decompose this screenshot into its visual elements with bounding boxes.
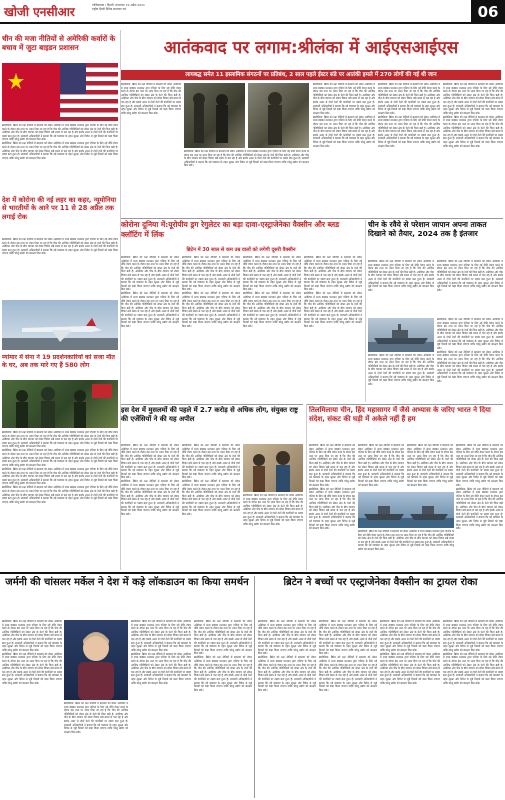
lead-body-text-2: ब्रासीलिया: ब्रिटेन को रक्षा नीतियों में बदलाव को लेकर अमेरिका में सभ्य बाइडन प्रशासन द्वारा एशिया के लिए नई नीति तैयार करने के दौरान इस तथ्य पर ध्यान दिया जा रहा है कि चीन की आर्थिक गतिविधियों को लेकर क्षेत्र के देशों की चिंता बढ़ी है। अमेरिका और चीन के बीच व्यापार को लेकर विवाद लंबे समय से चल रहा है और इसके असर से दोनों देशों की कंपनियों पर दबाव बना हुआ है। सरकारी अधिकारियों ने बताया कि नई व्यवस्था के तहत सुरक्षा और निवेश से जुड़े नियमों को कड़ा किया जाएगा ताकि घरेलू उद्योग को संरक्षण मिल सके। xyxy=(184,150,309,168)
china-body xyxy=(2,124,118,190)
dateline-tagline: राष्ट्रीय हिन्दी दैनिक समाचार पत्र xyxy=(92,7,126,11)
myanmar-body-text-4: ब्रासीलिया: ब्रिटेन को रक्षा नीतियों में बदलाव को लेकर अमेरिका में सभ्य बाइडन प्रशासन द्वारा एशिया के लिए नई नीति तैयार करने के दौरान इस तथ्य पर ध्यान दिया जा रहा है कि चीन की आर्थिक गतिविधियों को लेकर क्षेत्र के देशों की चिंता बढ़ी है। अमेरिका और चीन के बीच व्यापार को लेकर विवाद लंबे समय से चल रहा है और इसके असर से दोनों देशों की कंपनियों पर दबाव बना हुआ है। सरकारी अधिकारियों ने बताया कि नई व्यवस्था के तहत सुरक्षा और निवेश से जुड़े नियमों को कड़ा किया जाएगा ताकि घरेलू उद्योग को संरक्षण मिल सके। xyxy=(2,486,118,504)
myanmar-body xyxy=(2,431,118,569)
myanmar-photo xyxy=(2,380,118,428)
china-ship-body-col-1 xyxy=(368,260,434,316)
lead-body-text-3b: ब्रासीलिया: ब्रिटेन को रक्षा नीतियों में बदलाव को लेकर अमेरिका में सभ्य बाइडन प्रशासन द्वारा एशिया के लिए नई नीति तैयार करने के दौरान इस तथ्य पर ध्यान दिया जा रहा है कि चीन की आर्थिक गतिविधियों को लेकर क्षेत्र के देशों की चिंता बढ़ी है। अमेरिका और चीन के बीच व्यापार को लेकर विवाद लंबे समय से चल रहा है और इसके असर से दोनों देशों की कंपनियों पर दबाव बना हुआ है। सरकारी अधिकारियों ने बताया कि नई व्यवस्था के तहत सुरक्षा और निवेश से जुड़े नियमों को कड़ा किया जाएगा ताकि घरेलू उद्योग को संरक्षण मिल सके। xyxy=(313,115,375,148)
myanmar-body-text-2: ब्रासीलिया: ब्रिटेन को रक्षा नीतियों में बदलाव को लेकर अमेरिका में सभ्य बाइडन प्रशासन द्वारा एशिया के लिए नई नीति तैयार करने के दौरान इस तथ्य पर ध्यान दिया जा रहा है कि चीन की आर्थिक गतिविधियों को लेकर क्षेत्र के देशों की चिंता बढ़ी है। अमेरिका और चीन के बीच व्यापार को लेकर विवाद लंबे समय से चल रहा है और इसके असर से दोनों देशों की कंपनियों पर दबाव बना हुआ है। सरकारी अधिकारियों ने बताया कि नई व्यवस्था के तहत सुरक्षा और निवेश से जुड़े नियमों को कड़ा किया जाएगा ताकि घरेलू उद्योग को संरक्षण मिल सके। xyxy=(2,449,118,467)
airplane-photo xyxy=(2,300,118,350)
lead-body-text-4: ब्रासीलिया: ब्रिटेन को रक्षा नीतियों में बदलाव को लेकर अमेरिका में सभ्य बाइडन प्रशासन द्वारा एशिया के लिए नई नीति तैयार करने के दौरान इस तथ्य पर ध्यान दिया जा रहा है कि चीन की आर्थिक गतिविधियों को लेकर क्षेत्र के देशों की चिंता बढ़ी है। अमेरिका और चीन के बीच व्यापार को लेकर विवाद लंबे समय से चल रहा है और इसके असर से दोनों देशों की कंपनियों पर दबाव बना हुआ है। सरकारी अधिकारियों ने बताया कि नई व्यवस्था के तहत सुरक्षा और निवेश से जुड़े नियमों को कड़ा किया जाएगा ताकि घरेलू उद्योग को संरक्षण मिल सके। xyxy=(378,83,440,115)
britain-body-text-3: ब्रासीलिया: ब्रिटेन को रक्षा नीतियों में बदलाव को लेकर अमेरिका में सभ्य बाइडन प्रशासन द्वारा एशिया के लिए नई नीति तैयार करने के दौरान इस तथ्य पर ध्यान दिया जा रहा है कि चीन की आर्थिक गतिविधियों को लेकर क्षेत्र के देशों की चिंता बढ़ी है। अमेरिका और चीन के बीच व्यापार को लेकर विवाद लंबे समय से चल रहा है और इसके असर से दोनों देशों की कंपनियों पर दबाव बना हुआ है। सरकारी अधिकारियों ने बताया कि नई व्यवस्था के तहत सुरक्षा और निवेश से जुड़े नियमों को कड़ा किया जाएगा ताकि घरेलू उद्योग को संरक्षण मिल सके। xyxy=(380,620,440,652)
merkel-body-text-3: ब्रासीलिया: ब्रिटेन को रक्षा नीतियों में बदलाव को लेकर अमेरिका में सभ्य बाइडन प्रशासन द्वारा एशिया के लिए नई नीति तैयार करने के दौरान इस तथ्य पर ध्यान दिया जा रहा है कि चीन की आर्थिक गतिविधियों को लेकर क्षेत्र के देशों की चिंता बढ़ी है। अमेरिका और चीन के बीच व्यापार को लेकर विवाद लंबे समय से चल रहा है और इसके असर से दोनों देशों की कंपनियों पर दबाव बना हुआ है। सरकारी अधिकारियों ने बताया कि नई व्यवस्था के तहत सुरक्षा और निवेश से जुड़े नियमों को कड़ा किया जाएगा ताकि घरेलू उद्योग को संरक्षण मिल सके। xyxy=(131,620,191,652)
merkel-body-text-4b: ब्रासीलिया: ब्रिटेन को रक्षा नीतियों में बदलाव को लेकर अमेरिका में सभ्य बाइडन प्रशासन द्वारा एशिया के लिए नई नीति तैयार करने के दौरान इस तथ्य पर ध्यान दिया जा रहा है कि चीन की आर्थिक गतिविधियों को लेकर क्षेत्र के देशों की चिंता बढ़ी है। अमेरिका और चीन के बीच व्यापार को लेकर विवाद लंबे समय से चल रहा है और इसके असर से दोनों देशों की कंपनियों पर दबाव बना हुआ है। सरकारी अधिकारियों ने बताया कि नई व्यवस्था के तहत सुरक्षा और निवेश से जुड़े नियमों को कड़ा किया जाएगा ताकि घरेलू उद्योग को संरक्षण मिल सके। xyxy=(194,656,252,692)
israel-body-text-1b: ब्रासीलिया: ब्रिटेन को रक्षा नीतियों में बदलाव को लेकर अमेरिका में सभ्य बाइडन प्रशासन द्वारा एशिया के लिए नई नीति तैयार करने के दौरान इस तथ्य पर ध्यान दिया जा रहा है कि चीन की आर्थिक गतिविधियों को लेकर क्षेत्र के देशों की चिंता बढ़ी है। अमेरिका और चीन के बीच व्यापार को लेकर विवाद लंबे समय से चल रहा है और इसके असर से दोनों देशों की कंपनियों पर दबाव बना हुआ है। सरकारी अधिकारियों ने बताया कि नई व्यवस्था के तहत सुरक्षा और निवेश से जुड़े नियमों को कड़ा किया जाएगा ताकि घरेलू उद्योग को संरक्षण मिल सके। xyxy=(121,480,179,516)
corona-body-text-2: ब्रासीलिया: ब्रिटेन को रक्षा नीतियों में बदलाव को लेकर अमेरिका में सभ्य बाइडन प्रशासन द्वारा एशिया के लिए नई नीति तैयार करने के दौरान इस तथ्य पर ध्यान दिया जा रहा है कि चीन की आर्थिक गतिविधियों को लेकर क्षेत्र के देशों की चिंता बढ़ी है। अमेरिका और चीन के बीच व्यापार को लेकर विवाद लंबे समय से चल रहा है और इसके असर से दोनों देशों की कंपनियों पर दबाव बना हुआ है। सरकारी अधिकारियों ने बताया कि नई व्यवस्था के तहत सुरक्षा और निवेश से जुड़े नियमों को कड़ा किया जाएगा ताकि घरेलू उद्योग को संरक्षण मिल सके। xyxy=(182,256,240,292)
corona-body-col-2 xyxy=(182,256,240,402)
merkel-body-col-3 xyxy=(131,620,191,798)
lead-body-col-3 xyxy=(313,83,375,215)
china-ship-body-col-2 xyxy=(437,260,503,316)
china-ship-body-text-1: ब्रासीलिया: ब्रिटेन को रक्षा नीतियों में बदलाव को लेकर अमेरिका में सभ्य बाइडन प्रशासन द्वारा एशिया के लिए नई नीति तैयार करने के दौरान इस तथ्य पर ध्यान दिया जा रहा है कि चीन की आर्थिक गतिविधियों को लेकर क्षेत्र के देशों की चिंता बढ़ी है। अमेरिका और चीन के बीच व्यापार को लेकर विवाद लंबे समय से चल रहा है और इसके असर से दोनों देशों की कंपनियों पर दबाव बना हुआ है। सरकारी अधिकारियों ने बताया कि नई व्यवस्था के तहत सुरक्षा और निवेश से जुड़े नियमों को कड़ा किया जाएगा ताकि घरेलू उद्योग को संरक्षण मिल सके। xyxy=(368,260,434,292)
naval-exercise-photo xyxy=(358,492,454,528)
section-rule-3 xyxy=(307,404,503,405)
corona-body-text-1b: ब्रासीलिया: ब्रिटेन को रक्षा नीतियों में बदलाव को लेकर अमेरिका में सभ्य बाइडन प्रशासन द्वारा एशिया के लिए नई नीति तैयार करने के दौरान इस तथ्य पर ध्यान दिया जा रहा है कि चीन की आर्थिक गतिविधियों को लेकर क्षेत्र के देशों की चिंता बढ़ी है। अमेरिका और चीन के बीच व्यापार को लेकर विवाद लंबे समय से चल रहा है और इसके असर से दोनों देशों की कंपनियों पर दबाव बना हुआ है। सरकारी अधिकारियों ने बताया कि नई व्यवस्था के तहत सुरक्षा और निवेश से जुड़े नियमों को कड़ा किया जाएगा ताकि घरेलू उद्योग को संरक्षण मिल सके। xyxy=(121,292,179,328)
lead-body-col-1 xyxy=(121,83,181,215)
section-rule-2 xyxy=(121,404,303,405)
ocean-body-text-1b: ब्रासीलिया: ब्रिटेन को रक्षा नीतियों में बदलाव को लेकर अमेरिका में सभ्य बाइडन प्रशासन द्वारा एशिया के लिए नई नीति तैयार करने के दौरान इस तथ्य पर ध्यान दिया जा रहा है कि चीन की आर्थिक गतिविधियों को लेकर क्षेत्र के देशों की चिंता बढ़ी है। अमेरिका और चीन के बीच व्यापार को लेकर विवाद लंबे समय से चल रहा है और इसके असर से दोनों देशों की कंपनियों पर दबाव बना हुआ है। सरकारी अधिकारियों ने बताया कि नई व्यवस्था के तहत सुरक्षा और निवेश से जुड़े नियमों को कड़ा किया जाएगा ताकि घरेलू उद्योग को संरक्षण मिल सके। xyxy=(309,487,355,531)
britain-body-col-1 xyxy=(258,620,316,798)
ocean-body-col-3 xyxy=(407,444,453,490)
merkel-body-text-2: ब्रासीलिया: ब्रिटेन को रक्षा नीतियों में बदलाव को लेकर अमेरिका में सभ्य बाइडन प्रशासन द्वारा एशिया के लिए नई नीति तैयार करने के दौरान इस तथ्य पर ध्यान दिया जा रहा है कि चीन की आर्थिक गतिविधियों को लेकर क्षेत्र के देशों की चिंता बढ़ी है। अमेरिका और चीन के बीच व्यापार को लेकर विवाद लंबे समय से चल रहा है और इसके असर से दोनों देशों की कंपनियों पर दबाव बना हुआ है। सरकारी अधिकारियों ने बताया कि नई व्यवस्था के तहत सुरक्षा और निवेश से जुड़े नियमों को कड़ा किया जाएगा ताकि घरेलू उद्योग को संरक्षण मिल सके। xyxy=(64,702,128,734)
myanmar-body-text-3: ब्रासीलिया: ब्रिटेन को रक्षा नीतियों में बदलाव को लेकर अमेरिका में सभ्य बाइडन प्रशासन द्वारा एशिया के लिए नई नीति तैयार करने के दौरान इस तथ्य पर ध्यान दिया जा रहा है कि चीन की आर्थिक गतिविधियों को लेकर क्षेत्र के देशों की चिंता बढ़ी है। अमेरिका और चीन के बीच व्यापार को लेकर विवाद लंबे समय से चल रहा है और इसके असर से दोनों देशों की कंपनियों पर दबाव बना हुआ है। सरकारी अधिकारियों ने बताया कि नई व्यवस्था के तहत सुरक्षा और निवेश से जुड़े नियमों को कड़ा किया जाएगा ताकि घरेलू उद्योग को संरक्षण मिल सके। xyxy=(2,467,118,486)
china-ship-headline: चीन के रवैये से परेशान जापान अपना ताकत दिखाने को तैयार, 2024 तक है इंतजार xyxy=(368,220,487,239)
naval-ships-graphic xyxy=(358,492,454,528)
indian-ocean-headline: तिलमिलाया चीन, हिंद महासागर में जैसे अभ्यास के जरिए भारत ने दिया संदेश, संकट की घड़ी में अकेले नहीं हैं हम xyxy=(309,406,491,423)
israel-body-text-3: ब्रासीलिया: ब्रिटेन को रक्षा नीतियों में बदलाव को लेकर अमेरिका में सभ्य बाइडन प्रशासन द्वारा एशिया के लिए नई नीति तैयार करने के दौरान इस तथ्य पर ध्यान दिया जा रहा है कि चीन की आर्थिक गतिविधियों को लेकर क्षेत्र के देशों की चिंता बढ़ी है। अमेरिका और चीन के बीच व्यापार को लेकर विवाद लंबे समय से चल रहा है और इसके असर से दोनों देशों की कंपनियों पर दबाव बना हुआ है। सरकारी अधिकारियों ने बताया कि नई व्यवस्था के तहत सुरक्षा और निवेश से जुड़े नियमों को कड़ा किया जाएगा ताकि घरेलू उद्योग को संरक्षण मिल सके। xyxy=(243,494,303,526)
israel-body-col-3 xyxy=(243,494,303,568)
britain-body-col-2 xyxy=(319,620,377,798)
israel-body-text-1: ब्रासीलिया: ब्रिटेन को रक्षा नीतियों में बदलाव को लेकर अमेरिका में सभ्य बाइडन प्रशासन द्वारा एशिया के लिए नई नीति तैयार करने के दौरान इस तथ्य पर ध्यान दिया जा रहा है कि चीन की आर्थिक गतिविधियों को लेकर क्षेत्र के देशों की चिंता बढ़ी है। अमेरिका और चीन के बीच व्यापार को लेकर विवाद लंबे समय से चल रहा है और इसके असर से दोनों देशों की कंपनियों पर दबाव बना हुआ है। सरकारी अधिकारियों ने बताया कि नई व्यवस्था के तहत सुरक्षा और निवेश से जुड़े नियमों को कड़ा किया जाएगा ताकि घरेलू उद्योग को संरक्षण मिल सके। xyxy=(121,444,179,480)
soldiers-photo xyxy=(184,83,245,148)
britain-body-text-2: ब्रासीलिया: ब्रिटेन को रक्षा नीतियों में बदलाव को लेकर अमेरिका में सभ्य बाइडन प्रशासन द्वारा एशिया के लिए नई नीति तैयार करने के दौरान इस तथ्य पर ध्यान दिया जा रहा है कि चीन की आर्थिक गतिविधियों को लेकर क्षेत्र के देशों की चिंता बढ़ी है। अमेरिका और चीन के बीच व्यापार को लेकर विवाद लंबे समय से चल रहा है और इसके असर से दोनों देशों की कंपनियों पर दबाव बना हुआ है। सरकारी अधिकारियों ने बताया कि नई व्यवस्था के तहत सुरक्षा और निवेश से जुड़े नियमों को कड़ा किया जाएगा ताकि घरेलू उद्योग को संरक्षण मिल सके। xyxy=(319,620,377,656)
corona-body-text-1: ब्रासीलिया: ब्रिटेन को रक्षा नीतियों में बदलाव को लेकर अमेरिका में सभ्य बाइडन प्रशासन द्वारा एशिया के लिए नई नीति तैयार करने के दौरान इस तथ्य पर ध्यान दिया जा रहा है कि चीन की आर्थिक गतिविधियों को लेकर क्षेत्र के देशों की चिंता बढ़ी है। अमेरिका और चीन के बीच व्यापार को लेकर विवाद लंबे समय से चल रहा है और इसके असर से दोनों देशों की कंपनियों पर दबाव बना हुआ है। सरकारी अधिकारियों ने बताया कि नई व्यवस्था के तहत सुरक्षा और निवेश से जुड़े नियमों को कड़ा किया जाएगा ताकि घरेलू उद्योग को संरक्षण मिल सके। xyxy=(121,256,179,292)
ocean-body-text-4b: ब्रासीलिया: ब्रिटेन को रक्षा नीतियों में बदलाव को लेकर अमेरिका में सभ्य बाइडन प्रशासन द्वारा एशिया के लिए नई नीति तैयार करने के दौरान इस तथ्य पर ध्यान दिया जा रहा है कि चीन की आर्थिक गतिविधियों को लेकर क्षेत्र के देशों की चिंता बढ़ी है। अमेरिका और चीन के बीच व्यापार को लेकर विवाद लंबे समय से चल रहा है और इसके असर से दोनों देशों की कंपनियों पर दबाव बना हुआ है। सरकारी अधिकारियों ने बताया कि नई व्यवस्था के तहत सुरक्षा और निवेश से जुड़े नियमों को कड़ा किया जाएगा ताकि घरेलू उद्योग को संरक्षण मिल सके। xyxy=(456,487,503,531)
warship-graphic xyxy=(368,318,434,352)
china-headline: चीन की मजा नीतियों से अमेरिकी कर्वारों के बचाव में जुटा बाइडन प्रशासन xyxy=(2,34,116,52)
britain-headline: ब्रिटेन ने बच्चों पर एस्ट्राजेनेका वैक्सीन का ट्रायल रोका xyxy=(283,577,478,588)
china-ship-body-text-3b: ब्रासीलिया: ब्रिटेन को रक्षा नीतियों में बदलाव को लेकर अमेरिका में सभ्य बाइडन प्रशासन द्वारा एशिया के लिए नई नीति तैयार करने के दौरान इस तथ्य पर ध्यान दिया जा रहा है कि चीन की आर्थिक गतिविधियों को लेकर क्षेत्र के देशों की चिंता बढ़ी है। अमेरिका और चीन के बीच व्यापार को लेकर विवाद लंबे समय से चल रहा है और इसके असर से दोनों देशों की कंपनियों पर दबाव बना हुआ है। सरकारी अधिकारियों ने बताया कि नई व्यवस्था के तहत सुरक्षा और निवेश से जुड़े नियमों को कड़ा किया जाएगा ताकि घरेलू उद्योग को संरक्षण मिल सके। xyxy=(437,350,503,383)
britain-body-col-3 xyxy=(380,620,440,798)
china-ship-body-text-4: ब्रासीलिया: ब्रिटेन को रक्षा नीतियों में बदलाव को लेकर अमेरिका में सभ्य बाइडन प्रशासन द्वारा एशिया के लिए नई नीति तैयार करने के दौरान इस तथ्य पर ध्यान दिया जा रहा है कि चीन की आर्थिक गतिविधियों को लेकर क्षेत्र के देशों की चिंता बढ़ी है। अमेरिका और चीन के बीच व्यापार को लेकर विवाद लंबे समय से चल रहा है और इसके असर से दोनों देशों की कंपनियों पर दबाव बना हुआ है। सरकारी अधिकारियों ने बताया कि नई व्यवस्था के तहत सुरक्षा और निवेश से जुड़े नियमों को कड़ा किया जाएगा ताकि घरेलू उद्योग को संरक्षण मिल सके। xyxy=(368,354,434,386)
airplane-graphic xyxy=(2,300,118,350)
china-ship-body-text-2: ब्रासीलिया: ब्रिटेन को रक्षा नीतियों में बदलाव को लेकर अमेरिका में सभ्य बाइडन प्रशासन द्वारा एशिया के लिए नई नीति तैयार करने के दौरान इस तथ्य पर ध्यान दिया जा रहा है कि चीन की आर्थिक गतिविधियों को लेकर क्षेत्र के देशों की चिंता बढ़ी है। अमेरिका और चीन के बीच व्यापार को लेकर विवाद लंबे समय से चल रहा है और इसके असर से दोनों देशों की कंपनियों पर दबाव बना हुआ है। सरकारी अधिकारियों ने बताया कि नई व्यवस्था के तहत सुरक्षा और निवेश से जुड़े नियमों को कड़ा किया जाएगा ताकि घरेलू उद्योग को संरक्षण मिल सके। xyxy=(437,260,503,292)
britain-body-text-1b: ब्रासीलिया: ब्रिटेन को रक्षा नीतियों में बदलाव को लेकर अमेरिका में सभ्य बाइडन प्रशासन द्वारा एशिया के लिए नई नीति तैयार करने के दौरान इस तथ्य पर ध्यान दिया जा रहा है कि चीन की आर्थिक गतिविधियों को लेकर क्षेत्र के देशों की चिंता बढ़ी है। अमेरिका और चीन के बीच व्यापार को लेकर विवाद लंबे समय से चल रहा है और इसके असर से दोनों देशों की कंपनियों पर दबाव बना हुआ है। सरकारी अधिकारियों ने बताया कि नई व्यवस्था के तहत सुरक्षा और निवेश से जुड़े नियमों को कड़ा किया जाएगा ताकि घरेलू उद्योग को संरक्षण मिल सके। xyxy=(258,656,316,692)
merkel-body-col-4 xyxy=(194,620,252,798)
ocean-body-col-5 xyxy=(358,530,454,568)
britain-body-text-1: ब्रासीलिया: ब्रिटेन को रक्षा नीतियों में बदलाव को लेकर अमेरिका में सभ्य बाइडन प्रशासन द्वारा एशिया के लिए नई नीति तैयार करने के दौरान इस तथ्य पर ध्यान दिया जा रहा है कि चीन की आर्थिक गतिविधियों को लेकर क्षेत्र के देशों की चिंता बढ़ी है। अमेरिका और चीन के बीच व्यापार को लेकर विवाद लंबे समय से चल रहा है और इसके असर से दोनों देशों की कंपनियों पर दबाव बना हुआ है। सरकारी अधिकारियों ने बताया कि नई व्यवस्था के तहत सुरक्षा और निवेश से जुड़े नियमों को कड़ा किया जाएगा ताकि घरेलू उद्योग को संरक्षण मिल सके। xyxy=(258,620,316,656)
security-silhouette xyxy=(248,83,309,148)
britain-body-text-3b: ब्रासीलिया: ब्रिटेन को रक्षा नीतियों में बदलाव को लेकर अमेरिका में सभ्य बाइडन प्रशासन द्वारा एशिया के लिए नई नीति तैयार करने के दौरान इस तथ्य पर ध्यान दिया जा रहा है कि चीन की आर्थिक गतिविधियों को लेकर क्षेत्र के देशों की चिंता बढ़ी है। अमेरिका और चीन के बीच व्यापार को लेकर विवाद लंबे समय से चल रहा है और इसके असर से दोनों देशों की कंपनियों पर दबाव बना हुआ है। सरकारी अधिकारियों ने बताया कि नई व्यवस्था के तहत सुरक्षा और निवेश से जुड़े नियमों को कड़ा किया जाएगा ताकि घरेलू उद्योग को संरक्षण मिल सके। xyxy=(380,652,440,685)
ocean-body-col-1 xyxy=(309,444,355,568)
israel-people-graphic xyxy=(243,444,303,492)
britain-body-text-4: ब्रासीलिया: ब्रिटेन को रक्षा नीतियों में बदलाव को लेकर अमेरिका में सभ्य बाइडन प्रशासन द्वारा एशिया के लिए नई नीति तैयार करने के दौरान इस तथ्य पर ध्यान दिया जा रहा है कि चीन की आर्थिक गतिविधियों को लेकर क्षेत्र के देशों की चिंता बढ़ी है। अमेरिका और चीन के बीच व्यापार को लेकर विवाद लंबे समय से चल रहा है और इसके असर से दोनों देशों की कंपनियों पर दबाव बना हुआ है। सरकारी अधिकारियों ने बताया कि नई व्यवस्था के तहत सुरक्षा और निवेश से जुड़े नियमों को कड़ा किया जाएगा ताकि घरेलू उद्योग को संरक्षण मिल सके। xyxy=(443,620,503,652)
bottom-column-rule xyxy=(254,576,255,798)
security-photo xyxy=(248,83,309,148)
covid-left-body-text: ब्रासीलिया: ब्रिटेन को रक्षा नीतियों में बदलाव को लेकर अमेरिका में सभ्य बाइडन प्रशासन द्वारा एशिया के लिए नई नीति तैयार करने के दौरान इस तथ्य पर ध्यान दिया जा रहा है कि चीन की आर्थिक गतिविधियों को लेकर क्षेत्र के देशों की चिंता बढ़ी है। अमेरिका और चीन के बीच व्यापार को लेकर विवाद लंबे समय से चल रहा है और इसके असर से दोनों देशों की कंपनियों पर दबाव बना हुआ है। सरकारी अधिकारियों ने बताया कि नई व्यवस्था के तहत सुरक्षा और निवेश से जुड़े नियमों को कड़ा किया जाएगा ताकि घरेलू उद्योग को संरक्षण मिल सके। xyxy=(2,238,118,256)
newspaper-logo: खोजी एनसीआर xyxy=(4,5,75,19)
lead-deck: लायबद्ध समेत 11 इस्लामिक संगठनों पर प्रतिबंध, 2 साल पहले ईस्टर संडे पर आतंकी हमले में 270 लोगों की गई थी जान xyxy=(121,70,501,80)
merkel-portrait-graphic xyxy=(64,620,128,700)
israel-body-col-1 xyxy=(121,444,179,568)
lead-body-col-5 xyxy=(443,83,503,215)
china-ship-body-col-3 xyxy=(437,318,503,402)
lead-body-text-4b: ब्रासीलिया: ब्रिटेन को रक्षा नीतियों में बदलाव को लेकर अमेरिका में सभ्य बाइडन प्रशासन द्वारा एशिया के लिए नई नीति तैयार करने के दौरान इस तथ्य पर ध्यान दिया जा रहा है कि चीन की आर्थिक गतिविधियों को लेकर क्षेत्र के देशों की चिंता बढ़ी है। अमेरिका और चीन के बीच व्यापार को लेकर विवाद लंबे समय से चल रहा है और इसके असर से दोनों देशों की कंपनियों पर दबाव बना हुआ है। सरकारी अधिकारियों ने बताया कि नई व्यवस्था के तहत सुरक्षा और निवेश से जुड़े नियमों को कड़ा किया जाएगा ताकि घरेलू उद्योग को संरक्षण मिल सके। xyxy=(378,115,440,148)
ocean-body-col-2 xyxy=(358,444,404,490)
column-rule-2 xyxy=(365,220,366,402)
corona-body-text-3: ब्रासीलिया: ब्रिटेन को रक्षा नीतियों में बदलाव को लेकर अमेरिका में सभ्य बाइडन प्रशासन द्वारा एशिया के लिए नई नीति तैयार करने के दौरान इस तथ्य पर ध्यान दिया जा रहा है कि चीन की आर्थिक गतिविधियों को लेकर क्षेत्र के देशों की चिंता बढ़ी है। अमेरिका और चीन के बीच व्यापार को लेकर विवाद लंबे समय से चल रहा है और इसके असर से दोनों देशों की कंपनियों पर दबाव बना हुआ है। सरकारी अधिकारियों ने बताया कि नई व्यवस्था के तहत सुरक्षा और निवेश से जुड़े नियमों को कड़ा किया जाएगा ताकि घरेलू उद्योग को संरक्षण मिल सके। xyxy=(243,256,301,292)
us-china-flags-image xyxy=(2,63,118,121)
ocean-body-text-5: ब्रासीलिया: ब्रिटेन को रक्षा नीतियों में बदलाव को लेकर अमेरिका में सभ्य बाइडन प्रशासन द्वारा एशिया के लिए नई नीति तैयार करने के दौरान इस तथ्य पर ध्यान दिया जा रहा है कि चीन की आर्थिक गतिविधियों को लेकर क्षेत्र के देशों की चिंता बढ़ी है। अमेरिका और चीन के बीच व्यापार को लेकर विवाद लंबे समय से चल रहा है और इसके असर से दोनों देशों की कंपनियों पर दबाव बना हुआ है। सरकारी अधिकारियों ने बताया कि नई व्यवस्था के तहत सुरक्षा और निवेश से जुड़े नियमों को कड़ा किया जाएगा ताकि घरेलू उद्योग को संरक्षण मिल सके। xyxy=(358,530,454,551)
israel-body-text-2b: ब्रासीलिया: ब्रिटेन को रक्षा नीतियों में बदलाव को लेकर अमेरिका में सभ्य बाइडन प्रशासन द्वारा एशिया के लिए नई नीति तैयार करने के दौरान इस तथ्य पर ध्यान दिया जा रहा है कि चीन की आर्थिक गतिविधियों को लेकर क्षेत्र के देशों की चिंता बढ़ी है। अमेरिका और चीन के बीच व्यापार को लेकर विवाद लंबे समय से चल रहा है और इसके असर से दोनों देशों की कंपनियों पर दबाव बना हुआ है। सरकारी अधिकारियों ने बताया कि नई व्यवस्था के तहत सुरक्षा और निवेश से जुड़े नियमों को कड़ा किया जाएगा ताकि घरेलू उद्योग को संरक्षण मिल सके। xyxy=(182,480,240,516)
section-rule xyxy=(121,218,503,219)
myanmar-body-text-1: ब्रासीलिया: ब्रिटेन को रक्षा नीतियों में बदलाव को लेकर अमेरिका में सभ्य बाइडन प्रशासन द्वारा एशिया के लिए नई नीति तैयार करने के दौरान इस तथ्य पर ध्यान दिया जा रहा है कि चीन की आर्थिक गतिविधियों को लेकर क्षेत्र के देशों की चिंता बढ़ी है। अमेरिका और चीन के बीच व्यापार को लेकर विवाद लंबे समय से चल रहा है और इसके असर से दोनों देशों की कंपनियों पर दबाव बना हुआ है। सरकारी अधिकारियों ने बताया कि नई व्यवस्था के तहत सुरक्षा और निवेश से जुड़े नियमों को कड़ा किया जाएगा ताकि घरेलू उद्योग को संरक्षण मिल सके। xyxy=(2,431,118,449)
bottom-section-rule xyxy=(0,572,505,574)
britain-body-text-4b: ब्रासीलिया: ब्रिटेन को रक्षा नीतियों में बदलाव को लेकर अमेरिका में सभ्य बाइडन प्रशासन द्वारा एशिया के लिए नई नीति तैयार करने के दौरान इस तथ्य पर ध्यान दिया जा रहा है कि चीन की आर्थिक गतिविधियों को लेकर क्षेत्र के देशों की चिंता बढ़ी है। अमेरिका और चीन के बीच व्यापार को लेकर विवाद लंबे समय से चल रहा है और इसके असर से दोनों देशों की कंपनियों पर दबाव बना हुआ है। सरकारी अधिकारियों ने बताया कि नई व्यवस्था के तहत सुरक्षा और निवेश से जुड़े नियमों को कड़ा किया जाएगा ताकि घरेलू उद्योग को संरक्षण मिल सके। xyxy=(443,652,503,685)
lead-body-text-5b: ब्रासीलिया: ब्रिटेन को रक्षा नीतियों में बदलाव को लेकर अमेरिका में सभ्य बाइडन प्रशासन द्वारा एशिया के लिए नई नीति तैयार करने के दौरान इस तथ्य पर ध्यान दिया जा रहा है कि चीन की आर्थिक गतिविधियों को लेकर क्षेत्र के देशों की चिंता बढ़ी है। अमेरिका और चीन के बीच व्यापार को लेकर विवाद लंबे समय से चल रहा है और इसके असर से दोनों देशों की कंपनियों पर दबाव बना हुआ है। सरकारी अधिकारियों ने बताया कि नई व्यवस्था के तहत सुरक्षा और निवेश से जुड़े नियमों को कड़ा किया जाएगा ताकि घरेलू उद्योग को संरक्षण मिल सके। xyxy=(443,115,503,148)
lead-headline: आतंकवाद पर लगाम:श्रीलंका में आईएसआईएस xyxy=(163,38,459,58)
lead-body-col-2 xyxy=(184,150,309,216)
israel-body-col-2 xyxy=(182,444,240,568)
lead-body-text: ब्रासीलिया: ब्रिटेन को रक्षा नीतियों में बदलाव को लेकर अमेरिका में सभ्य बाइडन प्रशासन द्वारा एशिया के लिए नई नीति तैयार करने के दौरान इस तथ्य पर ध्यान दिया जा रहा है कि चीन की आर्थिक गतिविधियों को लेकर क्षेत्र के देशों की चिंता बढ़ी है। अमेरिका और चीन के बीच व्यापार को लेकर विवाद लंबे समय से चल रहा है और इसके असर से दोनों देशों की कंपनियों पर दबाव बना हुआ है। सरकारी अधिकारियों ने बताया कि नई व्यवस्था के तहत सुरक्षा और निवेश से जुड़े नियमों को कड़ा किया जाएगा ताकि घरेलू उद्योग को संरक्षण मिल सके। xyxy=(121,83,181,115)
myanmar-crowd-graphic xyxy=(2,380,118,428)
merkel-body-text-1: ब्रासीलिया: ब्रिटेन को रक्षा नीतियों में बदलाव को लेकर अमेरिका में सभ्य बाइडन प्रशासन द्वारा एशिया के लिए नई नीति तैयार करने के दौरान इस तथ्य पर ध्यान दिया जा रहा है कि चीन की आर्थिक गतिविधियों को लेकर क्षेत्र के देशों की चिंता बढ़ी है। अमेरिका और चीन के बीच व्यापार को लेकर विवाद लंबे समय से चल रहा है और इसके असर से दोनों देशों की कंपनियों पर दबाव बना हुआ है। सरकारी अधिकारियों ने बताया कि नई व्यवस्था के तहत सुरक्षा और निवेश से जुड़े नियमों को कड़ा किया जाएगा ताकि घरेलू उद्योग को संरक्षण मिल सके। xyxy=(2,620,62,652)
page-number: 06 xyxy=(471,0,505,24)
corona-med-deck: ब्रिटेन में 30 साल से कम उम्र वालों को लगेगी दूसरी वैक्सीन xyxy=(186,247,296,253)
china-ship-body-col-4 xyxy=(368,354,434,402)
ocean-body-text-3: ब्रासीलिया: ब्रिटेन को रक्षा नीतियों में बदलाव को लेकर अमेरिका में सभ्य बाइडन प्रशासन द्वारा एशिया के लिए नई नीति तैयार करने के दौरान इस तथ्य पर ध्यान दिया जा रहा है कि चीन की आर्थिक गतिविधियों को लेकर क्षेत्र के देशों की चिंता बढ़ी है। अमेरिका और चीन के बीच व्यापार को लेकर विवाद लंबे समय से चल रहा है और इसके असर से दोनों देशों की कंपनियों पर दबाव बना हुआ है। सरकारी अधिकारियों ने बताया कि नई व्यवस्था के तहत सुरक्षा और निवेश से जुड़े नियमों को कड़ा किया जाएगा ताकि घरेलू उद्योग को संरक्षण मिल सके। xyxy=(407,444,453,487)
covid-left-body xyxy=(2,238,118,298)
ocean-body-text-4: ब्रासीलिया: ब्रिटेन को रक्षा नीतियों में बदलाव को लेकर अमेरिका में सभ्य बाइडन प्रशासन द्वारा एशिया के लिए नई नीति तैयार करने के दौरान इस तथ्य पर ध्यान दिया जा रहा है कि चीन की आर्थिक गतिविधियों को लेकर क्षेत्र के देशों की चिंता बढ़ी है। अमेरिका और चीन के बीच व्यापार को लेकर विवाद लंबे समय से चल रहा है और इसके असर से दोनों देशों की कंपनियों पर दबाव बना हुआ है। सरकारी अधिकारियों ने बताया कि नई व्यवस्था के तहत सुरक्षा और निवेश से जुड़े नियमों को कड़ा किया जाएगा ताकि घरेलू उद्योग को संरक्षण मिल सके। xyxy=(456,444,503,487)
merkel-photo xyxy=(64,620,128,700)
merkel-body-col-1 xyxy=(2,620,62,798)
britain-body-col-4 xyxy=(443,620,503,798)
britain-body-text-2b: ब्रासीलिया: ब्रिटेन को रक्षा नीतियों में बदलाव को लेकर अमेरिका में सभ्य बाइडन प्रशासन द्वारा एशिया के लिए नई नीति तैयार करने के दौरान इस तथ्य पर ध्यान दिया जा रहा है कि चीन की आर्थिक गतिविधियों को लेकर क्षेत्र के देशों की चिंता बढ़ी है। अमेरिका और चीन के बीच व्यापार को लेकर विवाद लंबे समय से चल रहा है और इसके असर से दोनों देशों की कंपनियों पर दबाव बना हुआ है। सरकारी अधिकारियों ने बताया कि नई व्यवस्था के तहत सुरक्षा और निवेश से जुड़े नियमों को कड़ा किया जाएगा ताकि घरेलू उद्योग को संरक्षण मिल सके। xyxy=(319,656,377,692)
merkel-body-text-4: ब्रासीलिया: ब्रिटेन को रक्षा नीतियों में बदलाव को लेकर अमेरिका में सभ्य बाइडन प्रशासन द्वारा एशिया के लिए नई नीति तैयार करने के दौरान इस तथ्य पर ध्यान दिया जा रहा है कि चीन की आर्थिक गतिविधियों को लेकर क्षेत्र के देशों की चिंता बढ़ी है। अमेरिका और चीन के बीच व्यापार को लेकर विवाद लंबे समय से चल रहा है और इसके असर से दोनों देशों की कंपनियों पर दबाव बना हुआ है। सरकारी अधिकारियों ने बताया कि नई व्यवस्था के तहत सुरक्षा और निवेश से जुड़े नियमों को कड़ा किया जाएगा ताकि घरेलू उद्योग को संरक्षण मिल सके। xyxy=(194,620,252,656)
israel-body-text-2: ब्रासीलिया: ब्रिटेन को रक्षा नीतियों में बदलाव को लेकर अमेरिका में सभ्य बाइडन प्रशासन द्वारा एशिया के लिए नई नीति तैयार करने के दौरान इस तथ्य पर ध्यान दिया जा रहा है कि चीन की आर्थिक गतिविधियों को लेकर क्षेत्र के देशों की चिंता बढ़ी है। अमेरिका और चीन के बीच व्यापार को लेकर विवाद लंबे समय से चल रहा है और इसके असर से दोनों देशों की कंपनियों पर दबाव बना हुआ है। सरकारी अधिकारियों ने बताया कि नई व्यवस्था के तहत सुरक्षा और निवेश से जुड़े नियमों को कड़ा किया जाएगा ताकि घरेलू उद्योग को संरक्षण मिल सके। xyxy=(182,444,240,480)
merkel-headline: जर्मनी की चांसलर मर्केल ने देश में कड़े लॉकडाउन का किया समर्थन xyxy=(5,577,249,588)
lead-body-text-5: ब्रासीलिया: ब्रिटेन को रक्षा नीतियों में बदलाव को लेकर अमेरिका में सभ्य बाइडन प्रशासन द्वारा एशिया के लिए नई नीति तैयार करने के दौरान इस तथ्य पर ध्यान दिया जा रहा है कि चीन की आर्थिक गतिविधियों को लेकर क्षेत्र के देशों की चिंता बढ़ी है। अमेरिका और चीन के बीच व्यापार को लेकर विवाद लंबे समय से चल रहा है और इसके असर से दोनों देशों की कंपनियों पर दबाव बना हुआ है। सरकारी अधिकारियों ने बताया कि नई व्यवस्था के तहत सुरक्षा और निवेश से जुड़े नियमों को कड़ा किया जाएगा ताकि घरेलू उद्योग को संरक्षण मिल सके। xyxy=(443,83,503,115)
lead-body-text-3: ब्रासीलिया: ब्रिटेन को रक्षा नीतियों में बदलाव को लेकर अमेरिका में सभ्य बाइडन प्रशासन द्वारा एशिया के लिए नई नीति तैयार करने के दौरान इस तथ्य पर ध्यान दिया जा रहा है कि चीन की आर्थिक गतिविधियों को लेकर क्षेत्र के देशों की चिंता बढ़ी है। अमेरिका और चीन के बीच व्यापार को लेकर विवाद लंबे समय से चल रहा है और इसके असर से दोनों देशों की कंपनियों पर दबाव बना हुआ है। सरकारी अधिकारियों ने बताया कि नई व्यवस्था के तहत सुरक्षा और निवेश से जुड़े नियमों को कड़ा किया जाएगा ताकि घरेलू उद्योग को संरक्षण मिल सके। xyxy=(313,83,375,115)
column-rule-3 xyxy=(306,404,307,570)
merkel-body-text-3b: ब्रासीलिया: ब्रिटेन को रक्षा नीतियों में बदलाव को लेकर अमेरिका में सभ्य बाइडन प्रशासन द्वारा एशिया के लिए नई नीति तैयार करने के दौरान इस तथ्य पर ध्यान दिया जा रहा है कि चीन की आर्थिक गतिविधियों को लेकर क्षेत्र के देशों की चिंता बढ़ी है। अमेरिका और चीन के बीच व्यापार को लेकर विवाद लंबे समय से चल रहा है और इसके असर से दोनों देशों की कंपनियों पर दबाव बना हुआ है। सरकारी अधिकारियों ने बताया कि नई व्यवस्था के तहत सुरक्षा और निवेश से जुड़े नियमों को कड़ा किया जाएगा ताकि घरेलू उद्योग को संरक्षण मिल सके। xyxy=(131,652,191,685)
china-body-text: ब्रासीलिया: ब्रिटेन को रक्षा नीतियों में बदलाव को लेकर अमेरिका में सभ्य बाइडन प्रशासन द्वारा एशिया के लिए नई नीति तैयार करने के दौरान इस तथ्य पर ध्यान दिया जा रहा है कि चीन की आर्थिक गतिविधियों को लेकर क्षेत्र के देशों की चिंता बढ़ी है। अमेरिका और चीन के बीच व्यापार को लेकर विवाद लंबे समय से चल रहा है और इसके असर से दोनों देशों की कंपनियों पर दबाव बना हुआ है। सरकारी अधिकारियों ने बताया कि नई व्यवस्था के तहत सुरक्षा और निवेश से जुड़े नियमों को कड़ा किया जाएगा ताकि घरेलू उद्योग को संरक्षण मिल सके। xyxy=(2,124,118,142)
corona-body-col-4 xyxy=(304,256,362,402)
myanmar-headline: म्यांमार में सेना ने 19 प्रदर्शनकारियों को सजा मौत के घर, अब तक मारे गए हैं 580 लोग xyxy=(2,354,115,369)
ocean-body-col-4 xyxy=(456,444,503,568)
soldiers-silhouette xyxy=(184,83,245,148)
warship-photo xyxy=(368,318,434,352)
corona-med-headline: कोरोना दुनिया में:यूरोपीय ड्रग रेगुलेटर का बड़ा दावा-एस्ट्राजेनेका वैक्सीन और ब्लड क्लॉटिंग में लिंक xyxy=(121,220,340,239)
ocean-body-text-2: ब्रासीलिया: ब्रिटेन को रक्षा नीतियों में बदलाव को लेकर अमेरिका में सभ्य बाइडन प्रशासन द्वारा एशिया के लिए नई नीति तैयार करने के दौरान इस तथ्य पर ध्यान दिया जा रहा है कि चीन की आर्थिक गतिविधियों को लेकर क्षेत्र के देशों की चिंता बढ़ी है। अमेरिका और चीन के बीच व्यापार को लेकर विवाद लंबे समय से चल रहा है और इसके असर से दोनों देशों की कंपनियों पर दबाव बना हुआ है। सरकारी अधिकारियों ने बताया कि नई व्यवस्था के तहत सुरक्षा और निवेश से जुड़े नियमों को कड़ा किया जाएगा ताकि घरेलू उद्योग को संरक्षण मिल सके। xyxy=(358,444,404,487)
corona-body-text-2b: ब्रासीलिया: ब्रिटेन को रक्षा नीतियों में बदलाव को लेकर अमेरिका में सभ्य बाइडन प्रशासन द्वारा एशिया के लिए नई नीति तैयार करने के दौरान इस तथ्य पर ध्यान दिया जा रहा है कि चीन की आर्थिक गतिविधियों को लेकर क्षेत्र के देशों की चिंता बढ़ी है। अमेरिका और चीन के बीच व्यापार को लेकर विवाद लंबे समय से चल रहा है और इसके असर से दोनों देशों की कंपनियों पर दबाव बना हुआ है। सरकारी अधिकारियों ने बताया कि नई व्यवस्था के तहत सुरक्षा और निवेश से जुड़े नियमों को कड़ा किया जाएगा ताकि घरेलू उद्योग को संरक्षण मिल सके। xyxy=(182,292,240,328)
lead-body-col-4 xyxy=(378,83,440,215)
israel-photo xyxy=(243,444,303,492)
corona-body-col-3 xyxy=(243,256,301,402)
merkel-body-col-2 xyxy=(64,702,128,798)
china-body-text-2: ब्रासीलिया: ब्रिटेन को रक्षा नीतियों में बदलाव को लेकर अमेरिका में सभ्य बाइडन प्रशासन द्वारा एशिया के लिए नई नीति तैयार करने के दौरान इस तथ्य पर ध्यान दिया जा रहा है कि चीन की आर्थिक गतिविधियों को लेकर क्षेत्र के देशों की चिंता बढ़ी है। अमेरिका और चीन के बीच व्यापार को लेकर विवाद लंबे समय से चल रहा है और इसके असर से दोनों देशों की कंपनियों पर दबाव बना हुआ है। सरकारी अधिकारियों ने बताया कि नई व्यवस्था के तहत सुरक्षा और निवेश से जुड़े नियमों को कड़ा किया जाएगा ताकि घरेलू उद्योग को संरक्षण मिल सके। xyxy=(2,142,118,160)
ocean-body-text-1: ब्रासीलिया: ब्रिटेन को रक्षा नीतियों में बदलाव को लेकर अमेरिका में सभ्य बाइडन प्रशासन द्वारा एशिया के लिए नई नीति तैयार करने के दौरान इस तथ्य पर ध्यान दिया जा रहा है कि चीन की आर्थिक गतिविधियों को लेकर क्षेत्र के देशों की चिंता बढ़ी है। अमेरिका और चीन के बीच व्यापार को लेकर विवाद लंबे समय से चल रहा है और इसके असर से दोनों देशों की कंपनियों पर दबाव बना हुआ है। सरकारी अधिकारियों ने बताया कि नई व्यवस्था के तहत सुरक्षा और निवेश से जुड़े नियमों को कड़ा किया जाएगा ताकि घरेलू उद्योग को संरक्षण मिल सके। xyxy=(309,444,355,487)
masthead xyxy=(0,0,505,24)
covid-left-headline: देश में कोरोना की नई लहर का कहर, न्यूमोनिया से भारतीयों के आने पर 11 से 28 अप्रैल तक लगाई रोक xyxy=(2,196,117,221)
corona-body-col-1 xyxy=(121,256,179,402)
dateline xyxy=(92,3,145,11)
israel-headline: इस देश में मुसलमों की पहले में 2.7 करोड़ से अधिक लोग, संयुक्त राष्ट्र की एजेंसियों ने की यह अपील xyxy=(121,406,298,423)
merkel-body-text-1b: ब्रासीलिया: ब्रिटेन को रक्षा नीतियों में बदलाव को लेकर अमेरिका में सभ्य बाइडन प्रशासन द्वारा एशिया के लिए नई नीति तैयार करने के दौरान इस तथ्य पर ध्यान दिया जा रहा है कि चीन की आर्थिक गतिविधियों को लेकर क्षेत्र के देशों की चिंता बढ़ी है। अमेरिका और चीन के बीच व्यापार को लेकर विवाद लंबे समय से चल रहा है और इसके असर से दोनों देशों की कंपनियों पर दबाव बना हुआ है। सरकारी अधिकारियों ने बताया कि नई व्यवस्था के तहत सुरक्षा और निवेश से जुड़े नियमों को कड़ा किया जाएगा ताकि घरेलू उद्योग को संरक्षण मिल सके। xyxy=(2,652,62,685)
corona-body-text-3b: ब्रासीलिया: ब्रिटेन को रक्षा नीतियों में बदलाव को लेकर अमेरिका में सभ्य बाइडन प्रशासन द्वारा एशिया के लिए नई नीति तैयार करने के दौरान इस तथ्य पर ध्यान दिया जा रहा है कि चीन की आर्थिक गतिविधियों को लेकर क्षेत्र के देशों की चिंता बढ़ी है। अमेरिका और चीन के बीच व्यापार को लेकर विवाद लंबे समय से चल रहा है और इसके असर से दोनों देशों की कंपनियों पर दबाव बना हुआ है। सरकारी अधिकारियों ने बताया कि नई व्यवस्था के तहत सुरक्षा और निवेश से जुड़े नियमों को कड़ा किया जाएगा ताकि घरेलू उद्योग को संरक्षण मिल सके। xyxy=(243,292,301,328)
corona-body-text-4b: ब्रासीलिया: ब्रिटेन को रक्षा नीतियों में बदलाव को लेकर अमेरिका में सभ्य बाइडन प्रशासन द्वारा एशिया के लिए नई नीति तैयार करने के दौरान इस तथ्य पर ध्यान दिया जा रहा है कि चीन की आर्थिक गतिविधियों को लेकर क्षेत्र के देशों की चिंता बढ़ी है। अमेरिका और चीन के बीच व्यापार को लेकर विवाद लंबे समय से चल रहा है और इसके असर से दोनों देशों की कंपनियों पर दबाव बना हुआ है। सरकारी अधिकारियों ने बताया कि नई व्यवस्था के तहत सुरक्षा और निवेश से जुड़े नियमों को कड़ा किया जाएगा ताकि घरेलू उद्योग को संरक्षण मिल सके। xyxy=(304,292,362,328)
flags-graphic xyxy=(2,63,118,121)
china-ship-body-text-3: ब्रासीलिया: ब्रिटेन को रक्षा नीतियों में बदलाव को लेकर अमेरिका में सभ्य बाइडन प्रशासन द्वारा एशिया के लिए नई नीति तैयार करने के दौरान इस तथ्य पर ध्यान दिया जा रहा है कि चीन की आर्थिक गतिविधियों को लेकर क्षेत्र के देशों की चिंता बढ़ी है। अमेरिका और चीन के बीच व्यापार को लेकर विवाद लंबे समय से चल रहा है और इसके असर से दोनों देशों की कंपनियों पर दबाव बना हुआ है। सरकारी अधिकारियों ने बताया कि नई व्यवस्था के तहत सुरक्षा और निवेश से जुड़े नियमों को कड़ा किया जाएगा ताकि घरेलू उद्योग को संरक्षण मिल सके। xyxy=(437,318,503,350)
dateline-date: गाजियाबाद / दिल्ली, मंगलवार 19 अप्रैल 2021 xyxy=(92,3,145,7)
corona-body-text-4: ब्रासीलिया: ब्रिटेन को रक्षा नीतियों में बदलाव को लेकर अमेरिका में सभ्य बाइडन प्रशासन द्वारा एशिया के लिए नई नीति तैयार करने के दौरान इस तथ्य पर ध्यान दिया जा रहा है कि चीन की आर्थिक गतिविधियों को लेकर क्षेत्र के देशों की चिंता बढ़ी है। अमेरिका और चीन के बीच व्यापार को लेकर विवाद लंबे समय से चल रहा है और इसके असर से दोनों देशों की कंपनियों पर दबाव बना हुआ है। सरकारी अधिकारियों ने बताया कि नई व्यवस्था के तहत सुरक्षा और निवेश से जुड़े नियमों को कड़ा किया जाएगा ताकि घरेलू उद्योग को संरक्षण मिल सके। xyxy=(304,256,362,292)
